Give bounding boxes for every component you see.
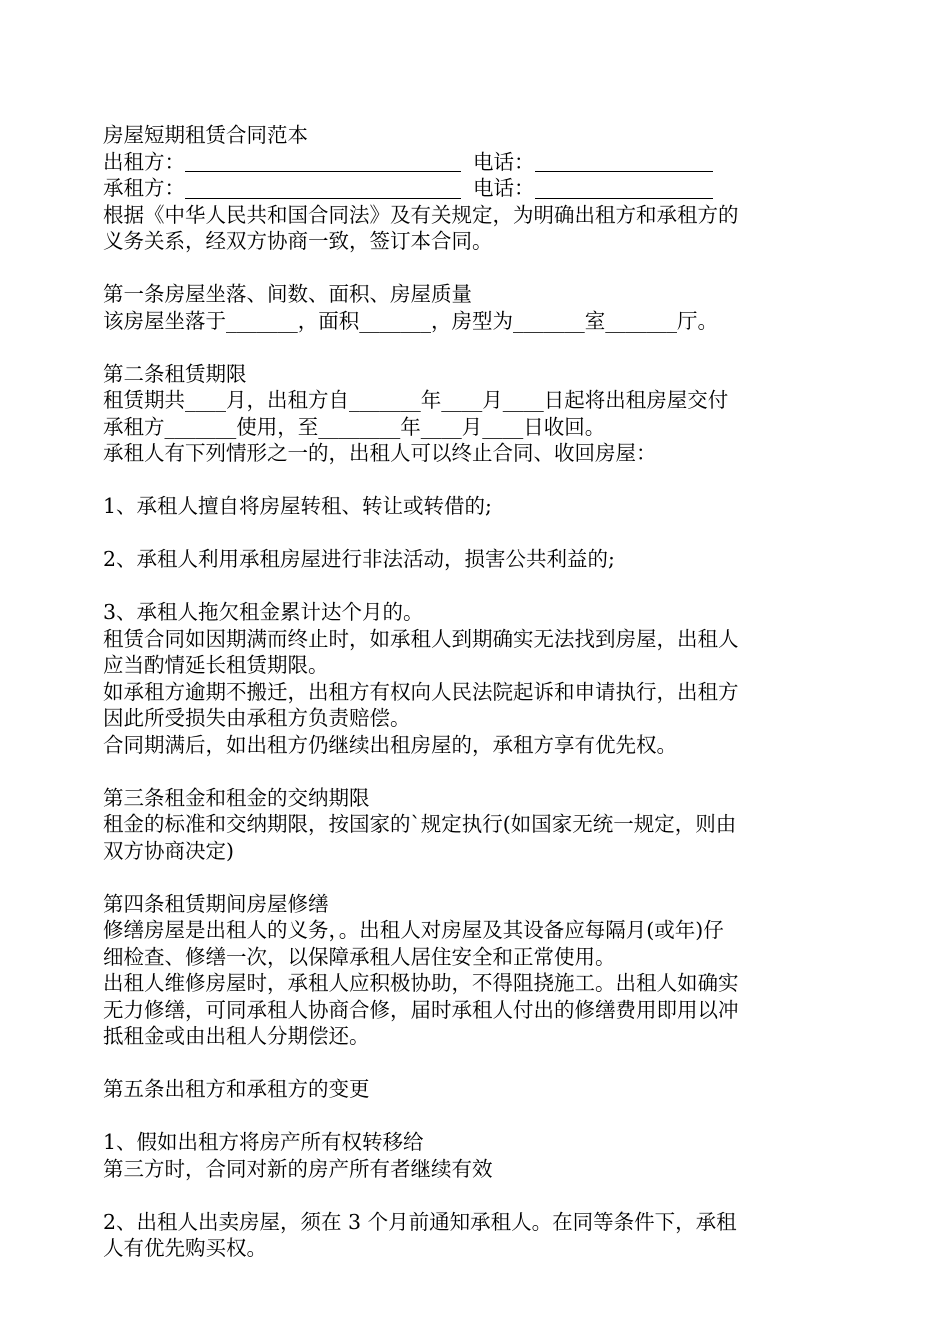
lessee-label: 承租方：	[103, 176, 185, 200]
article-2-text: 因此所受损失由承租方负责赔偿。	[103, 706, 411, 730]
article-3-text: 双方协商决定)	[103, 838, 234, 863]
article-2-text: 应当酌情延长租赁期限。	[103, 653, 329, 677]
article-3-text: 租金的标准和交纳期限，按国家的`规定执行(如国家无统一规定，则由	[103, 812, 737, 836]
article-4-text: 出租人维修房屋时，承租人应积极协助，不得阻挠施工。出租人如确实	[103, 971, 739, 995]
article-2-text: 承租人有下列情形之一的，出租人可以终止合同、收回房屋：	[103, 441, 657, 465]
article-2-text: 租赁合同如因期满而终止时，如承租人到期确实无法找到房屋，出租人	[103, 626, 739, 651]
lessee-row	[103, 175, 863, 202]
lessee-phone-field[interactable]	[535, 178, 713, 199]
article-2-text: 合同期满后，如出租方仍继续出租房屋的，承租方享有优先权。	[103, 732, 677, 757]
article-5-item-2: 2、出租人出卖房屋，须在 3 个月前通知承租人。在同等条件下，承租	[103, 1209, 737, 1234]
article-1-text: 该房屋坐落于_______，面积_______，房型为_______室_______厅。	[103, 308, 718, 333]
article-5-item-1: 第三方时，合同对新的房产所有者继续有效	[103, 1156, 493, 1181]
lessor-row	[103, 149, 863, 176]
lessee-phone-label: 电话：	[473, 176, 535, 200]
contract-document	[103, 122, 863, 1262]
article-2-item-2: 2、承租人利用承租房屋进行非法活动，损害公共利益的;	[103, 547, 615, 571]
article-2-text: 如承租方逾期不搬迁，出租方有权向人民法院起诉和申请执行，出租方	[103, 679, 739, 704]
article-4-text: 抵租金或由出租人分期偿还。	[103, 1024, 370, 1048]
article-4-text: 细检查、修缮一次，以保障承租人居住安全和正常使用。	[103, 944, 616, 969]
article-3-heading: 第三条租金和租金的交纳期限	[103, 785, 370, 810]
lessor-name-field[interactable]	[185, 151, 461, 172]
article-2-heading: 第二条租赁期限	[103, 361, 247, 386]
lessee-name-field[interactable]	[185, 178, 461, 199]
article-2-text: 承租方_______使用，至________年____月____日收回。	[103, 414, 606, 439]
article-5-heading: 第五条出租方和承租方的变更	[103, 1077, 370, 1101]
article-4-heading: 第四条租赁期间房屋修缮	[103, 891, 329, 916]
lessor-phone-label: 电话：	[473, 149, 535, 174]
lessor-phone-field[interactable]	[535, 151, 713, 172]
article-2-text: 租赁期共____月，出租方自_______年____月____日起将出租房屋交付	[103, 388, 729, 412]
article-5-item-2: 人有优先购买权。	[103, 1236, 267, 1260]
article-4-text: 修缮房屋是出租人的义务，。出租人对房屋及其设备应每隔月(或年)仔	[103, 918, 724, 942]
document-title: 房屋短期租赁合同范本	[103, 123, 308, 147]
article-4-text: 无力修缮，可同承租人协商合修，届时承租人付出的修缮费用即用以冲	[103, 997, 739, 1022]
article-2-item-3: 3、承租人拖欠租金累计达个月的。	[103, 600, 424, 624]
article-5-item-1: 1、假如出租方将房产所有权转移给	[103, 1130, 424, 1154]
article-2-item-1: 1、承租人擅自将房屋转租、转让或转借的;	[103, 494, 492, 518]
lessor-label: 出租方：	[103, 149, 185, 174]
article-1-heading: 第一条房屋坐落、间数、面积、房屋质量	[103, 282, 472, 306]
intro-line: 根据《中华人民共和国合同法》及有关规定，为明确出租方和承租方的	[103, 202, 739, 227]
intro-line: 义务关系，经双方协商一致，签订本合同。	[103, 229, 493, 253]
